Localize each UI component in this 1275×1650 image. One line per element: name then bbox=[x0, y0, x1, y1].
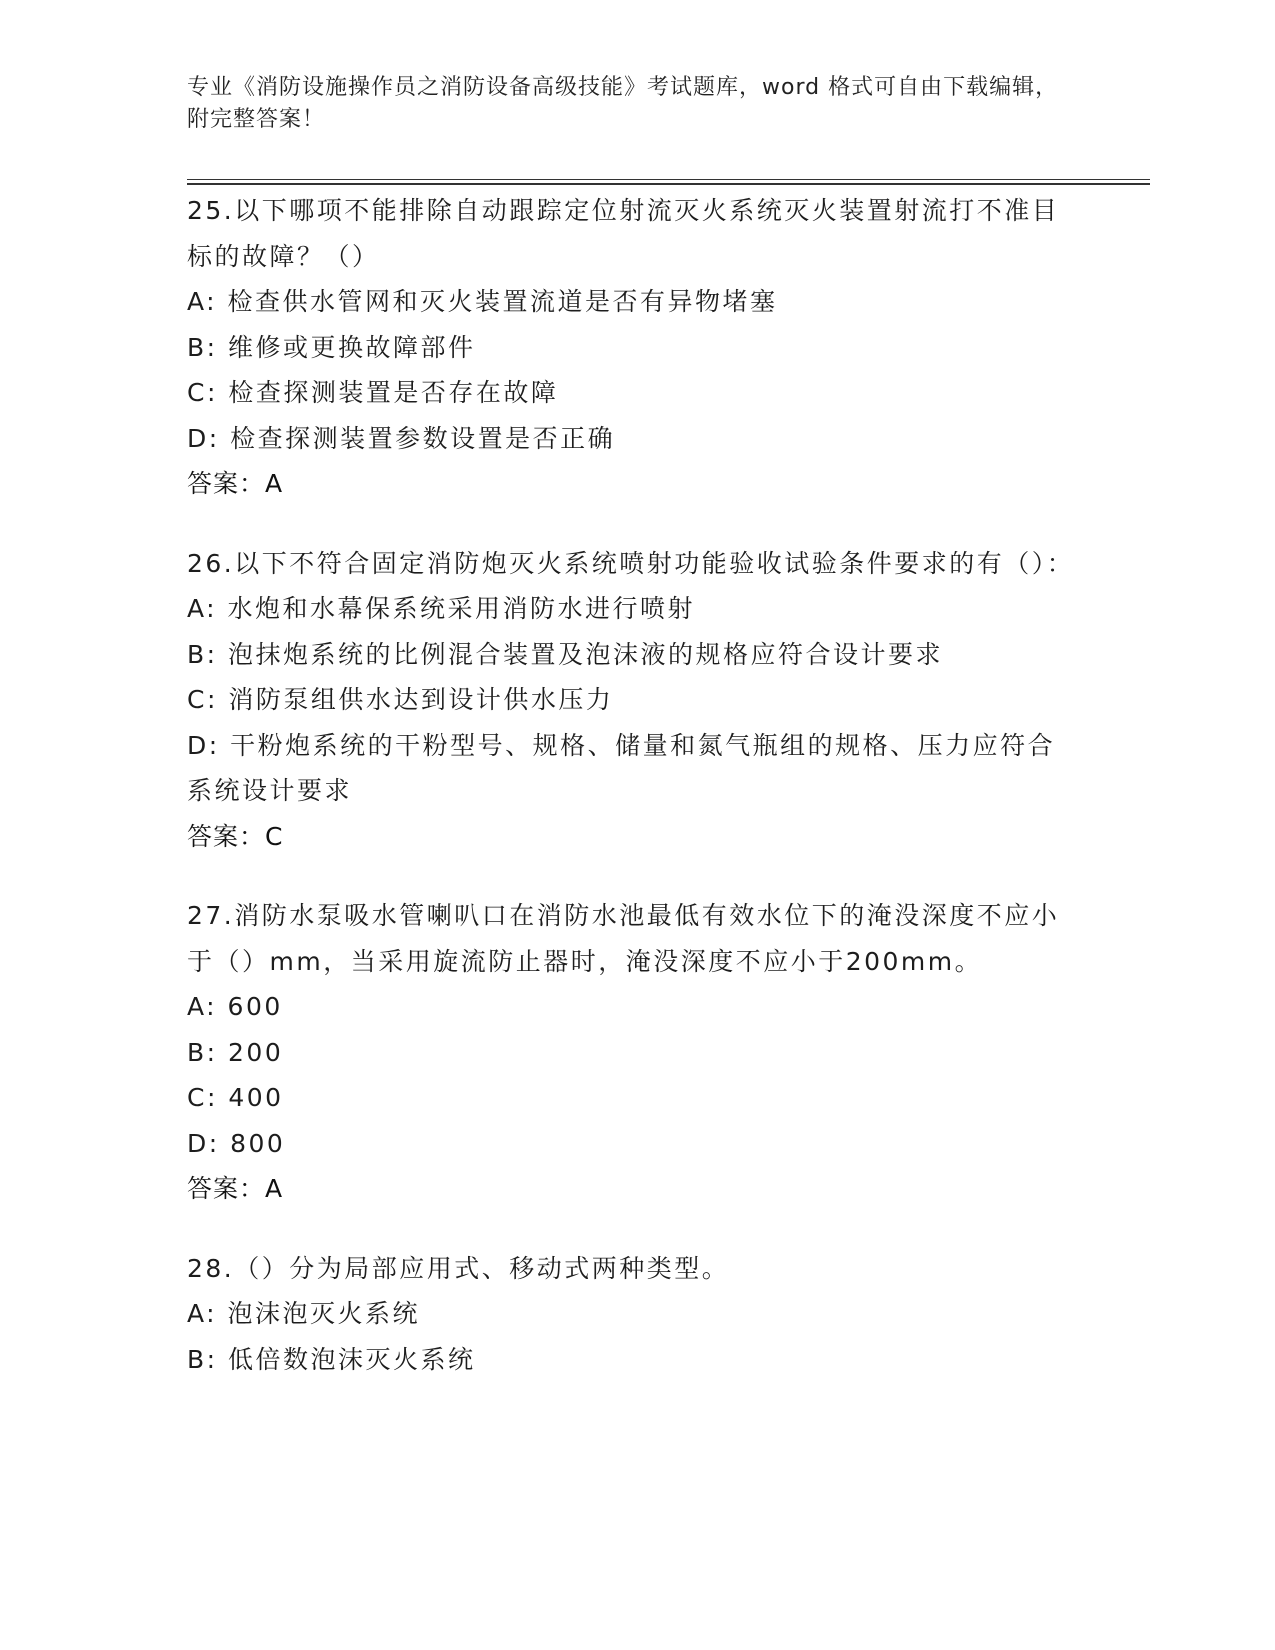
question-title: 25.以下哪项不能排除自动跟踪定位射流灭火系统灭火装置射流打不准目标的故障？（） bbox=[187, 196, 1060, 271]
question-list bbox=[187, 188, 1077, 1416]
option-c: C: 400 bbox=[187, 1083, 284, 1112]
option-a: A: 泡沫泡灭火系统 bbox=[187, 1299, 421, 1328]
answer-line: 答案：C bbox=[187, 821, 284, 851]
option-b: B: 200 bbox=[187, 1037, 284, 1067]
question-title: 27.消防水泵吸水管喇叭口在消防水池最低有效水位下的淹没深度不应小于（）mm，当采用旋流防止器时，淹没深度不应小于200mm。 bbox=[187, 901, 1060, 976]
option-d: D: 800 bbox=[187, 1128, 286, 1158]
option-c: C: 消防泵组供水达到设计供水压力 bbox=[187, 685, 614, 714]
option-a: A: 检查供水管网和灭火装置流道是否有异物堵塞 bbox=[187, 287, 778, 316]
question-26 bbox=[187, 541, 1077, 860]
option-c: C: 检查探测装置是否存在故障 bbox=[187, 378, 559, 407]
option-b: B: 维修或更换故障部件 bbox=[187, 332, 476, 362]
header-divider-thin bbox=[187, 179, 1150, 180]
question-title: 28.（）分为局部应用式、移动式两种类型。 bbox=[187, 1253, 730, 1283]
question-25 bbox=[187, 188, 1077, 507]
option-a: A: 水炮和水幕保系统采用消防水进行喷射 bbox=[187, 594, 696, 623]
option-b: B: 低倍数泡沫灭火系统 bbox=[187, 1344, 476, 1374]
question-27 bbox=[187, 893, 1077, 1212]
document-header: 专业《消防设施操作员之消防设备高级技能》考试题库，word 格式可自由下载编辑，附完整答案！ bbox=[187, 75, 1059, 132]
option-d: D: 检查探测装置参数设置是否正确 bbox=[187, 423, 616, 453]
option-a: A: 600 bbox=[187, 992, 283, 1021]
header-divider-thick bbox=[187, 183, 1150, 185]
option-b: B: 泡抹炮系统的比例混合装置及泡沫液的规格应符合设计要求 bbox=[187, 639, 944, 669]
option-d: D: 干粉炮系统的干粉型号、规格、储量和氮气瓶组的规格、压力应符合系统设计要求 bbox=[187, 730, 1056, 805]
answer-line: 答案：A bbox=[187, 469, 284, 498]
answer-line: 答案：A bbox=[187, 1174, 284, 1203]
question-title: 26.以下不符合固定消防炮灭火系统喷射功能验收试验条件要求的有（）： bbox=[187, 548, 1075, 578]
question-28 bbox=[187, 1246, 1077, 1383]
